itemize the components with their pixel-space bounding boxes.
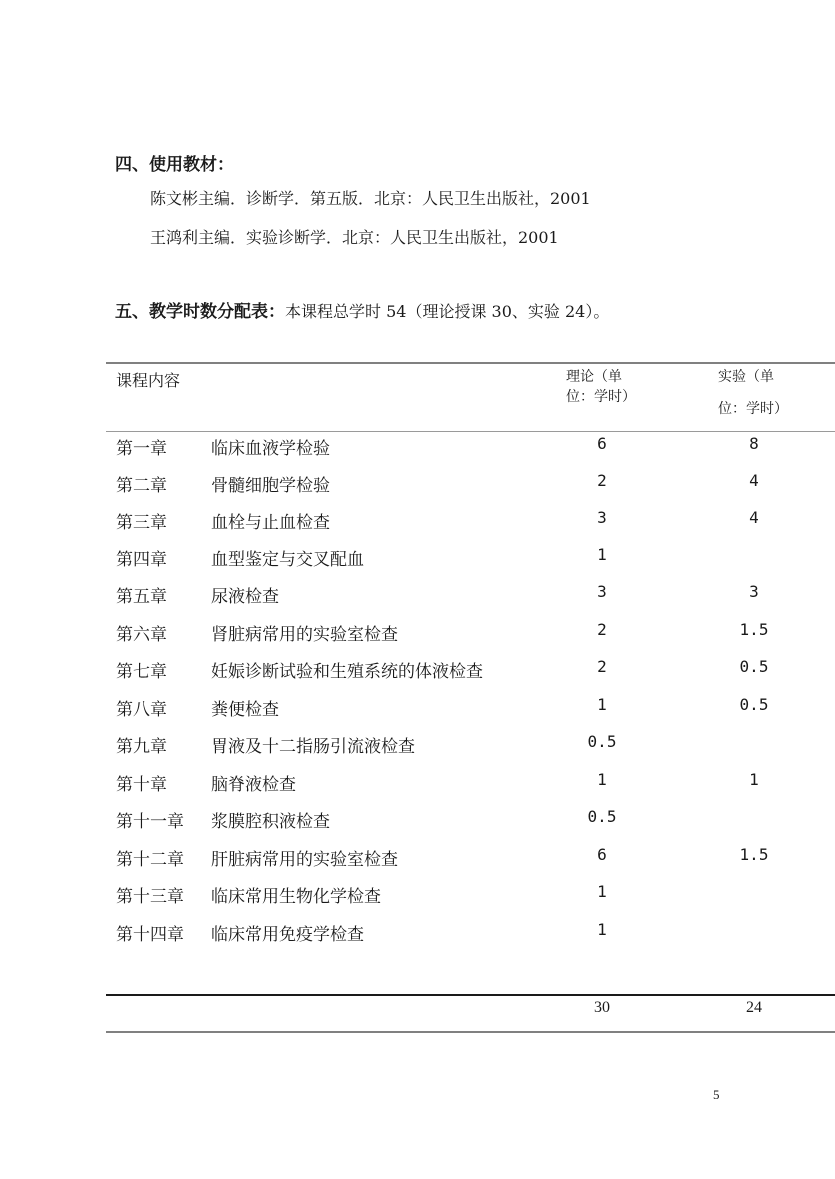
table-row (0, 582, 835, 608)
header-lab-line1: 实验（单 (718, 369, 774, 385)
lab-hours: 1 (749, 770, 759, 789)
chapter-title: 血栓与止血检查 (211, 513, 330, 533)
table-row (0, 545, 835, 571)
chapter-title: 脑脊液检查 (211, 775, 296, 795)
table-row (0, 732, 835, 758)
theory-hours: 2 (597, 620, 607, 639)
theory-hours: 2 (597, 471, 607, 490)
lab-hours: 1.5 (739, 620, 769, 639)
header-lab (718, 367, 788, 419)
table-row (0, 695, 835, 721)
chapter-number: 第十二章 (116, 850, 184, 870)
chapter-number: 第九章 (116, 737, 167, 757)
header-theory-line1: 理论（单 (566, 369, 622, 385)
table-row (0, 508, 835, 534)
section-4-heading: 四、使用教材： (115, 155, 234, 175)
section-5-title: 五、教学时数分配表： (115, 302, 285, 322)
chapter-number: 第二章 (116, 476, 167, 496)
chapter-number: 第十章 (116, 775, 167, 795)
chapter-number: 第八章 (116, 700, 167, 720)
lab-hours: 3 (749, 582, 759, 601)
chapter-title: 妊娠诊断试验和生殖系统的体液检查 (211, 662, 483, 682)
table-row (0, 657, 835, 683)
chapter-title: 肝脏病常用的实验室检查 (211, 850, 398, 870)
lab-hours: 4 (749, 471, 759, 490)
chapter-title: 浆膜腔积液检查 (211, 812, 330, 832)
lab-hours: 0.5 (739, 657, 769, 676)
total-theory-hours: 30 (594, 999, 610, 1016)
chapter-title: 血型鉴定与交叉配血 (211, 550, 364, 570)
chapter-number: 第十一章 (116, 812, 184, 832)
table-row (0, 620, 835, 646)
theory-hours: 1 (597, 882, 607, 901)
theory-hours: 6 (597, 434, 607, 453)
chapter-title: 肾脏病常用的实验室检查 (211, 625, 398, 645)
table-row (0, 471, 835, 497)
theory-hours: 6 (597, 845, 607, 864)
chapter-title: 胃液及十二指肠引流液检查 (211, 737, 415, 757)
table-bottom-rule (106, 1031, 835, 1033)
chapter-number: 第六章 (116, 625, 167, 645)
theory-hours: 1 (597, 695, 607, 714)
chapter-number: 第十四章 (116, 925, 184, 945)
lab-hours: 4 (749, 508, 759, 527)
chapter-number: 第一章 (116, 439, 167, 459)
table-row (0, 882, 835, 908)
section-5-heading (115, 297, 609, 322)
header-course-content: 课程内容 (116, 371, 181, 390)
table-top-rule (106, 362, 835, 364)
theory-hours: 2 (597, 657, 607, 676)
theory-hours: 0.5 (587, 807, 617, 826)
section-5-text: 本课程总学时 54（理论授课 30、实验 24）。 (285, 302, 610, 321)
chapter-number: 第七章 (116, 662, 167, 682)
total-lab-hours: 24 (746, 999, 762, 1016)
lab-hours: 1.5 (739, 845, 769, 864)
header-theory-line2: 位：学时） (566, 389, 636, 405)
table-row (0, 807, 835, 833)
lab-hours: 0.5 (739, 695, 769, 714)
chapter-title: 临床血液学检验 (211, 439, 330, 459)
chapter-title: 尿液检查 (211, 587, 279, 607)
chapter-title: 骨髓细胞学检验 (211, 476, 330, 496)
theory-hours: 3 (597, 508, 607, 527)
chapter-title: 临床常用生物化学检查 (211, 887, 381, 907)
textbook-ref-1: 陈文彬主编．诊断学．第五版．北京：人民卫生出版社，2001 (150, 189, 591, 208)
chapter-number: 第四章 (116, 550, 167, 570)
table-row (0, 770, 835, 796)
table-row (0, 920, 835, 946)
chapter-title: 粪便检查 (211, 700, 279, 720)
theory-hours: 1 (597, 920, 607, 939)
header-lab-line2: 位：学时） (718, 401, 788, 417)
page-number: 5 (713, 1087, 720, 1102)
chapter-number: 第五章 (116, 587, 167, 607)
chapter-number: 第三章 (116, 513, 167, 533)
table-row (0, 434, 835, 460)
table-total-rule (106, 994, 835, 996)
table-header-rule (106, 431, 835, 432)
theory-hours: 1 (597, 545, 607, 564)
chapter-title: 临床常用免疫学检查 (211, 925, 364, 945)
table-row (0, 845, 835, 871)
chapter-number: 第十三章 (116, 887, 184, 907)
lab-hours: 8 (749, 434, 759, 453)
theory-hours: 1 (597, 770, 607, 789)
theory-hours: 3 (597, 582, 607, 601)
header-theory (566, 367, 636, 407)
textbook-ref-2: 王鸿利主编．实验诊断学．北京：人民卫生出版社，2001 (150, 228, 559, 247)
theory-hours: 0.5 (587, 732, 617, 751)
